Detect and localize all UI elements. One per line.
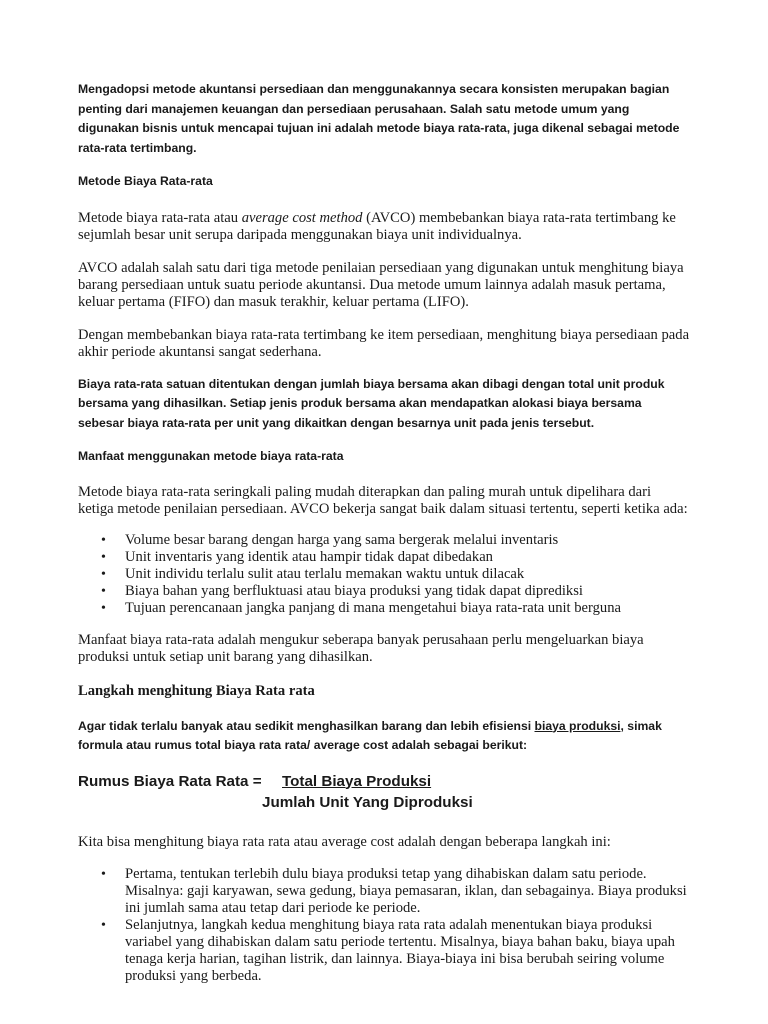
paragraph-steps-intro: Kita bisa menghitung biaya rata rata atau average cost adalah dengan beberapa langkah ini:: [78, 833, 611, 850]
bullet-list-steps: [78, 866, 690, 985]
italic-term: average cost method: [241, 209, 363, 226]
paragraph-benefit-summary: Manfaat biaya rata-rata adalah mengukur seberapa banyak perusahaan perlu mengeluarkan biaya produksi untuk setiap unit barang yang dihasilkan.: [78, 631, 644, 665]
text-segment: (AVCO) membebankan biaya rata-rata tertimbang ke sejumlah besar unit serupa daripada menggunakan biaya unit individualnya.: [78, 209, 676, 243]
text-segment: Agar tidak terlalu banyak atau sedikit menghasilkan barang dan lebih efisiensi: [78, 718, 535, 733]
paragraph-avco-definition: [78, 210, 690, 244]
paragraph-benefits-intro: Metode biaya rata-rata seringkali paling mudah diterapkan dan paling murah untuk dipelihara dari ketiga metode penilaian persediaan. AVCO bekerja sangat baik dalam situasi tertentu, seperti ketika ada:: [78, 483, 688, 517]
paragraph-unit-cost: Biaya rata-rata satuan ditentukan dengan jumlah biaya bersama akan dibagi dengan total unit produk bersama yang dihasilkan. Setiap jenis produk bersama akan mendapatkan alokasi biaya bersama sebesar biaya rata-rata per unit yang dikaitkan dengan besarnya unit pada jenis tersebut.: [78, 376, 665, 430]
list-item: • Pertama, tentukan terlebih dulu biaya produksi tetap yang dihabiskan dalam satu periode. Misalnya: gaji karyawan, sewa gedung, biaya pemasaran, iklan, dan sebagainya. Biaya produksi ini jumlah sama atau tetap dari periode ke periode.: [125, 866, 690, 917]
paragraph-weighted-cost: Dengan membebankan biaya rata-rata tertimbang ke item persediaan, menghitung biaya persediaan pada akhir periode akuntansi sangat sederhana.: [78, 326, 690, 360]
bullet-list-situations: [78, 532, 690, 617]
intro-paragraph: Mengadopsi metode akuntansi persediaan dan menggunakannya secara konsisten merupakan bagian penting dari manajemen keuangan dan persediaan perusahaan. Salah satu metode umum yang digunakan bisnis untuk mencapai tujuan ini adalah metode biaya rata-rata, juga dikenal sebagai metode rata-rata tertimbang.: [78, 82, 680, 155]
paragraph-avco-methods: AVCO adalah salah satu dari tiga metode penilaian persediaan yang digunakan untuk menghitung biaya barang persediaan untuk suatu periode akuntansi. Dua metode umum lainnya adalah masuk pertama, keluar pertama (FIFO) dan masuk terakhir, keluar pertama (LIFO).: [78, 259, 684, 310]
list-item: • Volume besar barang dengan harga yang sama bergerak melalui inventaris: [125, 532, 690, 549]
biaya-produksi-link[interactable]: biaya produksi: [534, 718, 621, 733]
heading-metode-biaya: Metode Biaya Rata-rata: [78, 174, 213, 188]
list-item: • Tujuan perencanaan jangka panjang di mana mengetahui biaya rata-rata unit berguna: [125, 600, 690, 617]
document-page: [78, 80, 690, 985]
text-segment: , simak formula atau rumus total biaya rata rata/ average cost adalah sebagai berikut:: [78, 718, 662, 752]
formula-block: [78, 771, 690, 813]
list-item: • Biaya bahan yang berfluktuasi atau biaya produksi yang tidak dapat diprediksi: [125, 583, 690, 600]
formula-denominator: Jumlah Unit Yang Diproduksi: [262, 793, 473, 811]
formula-label: Rumus Biaya Rata Rata =: [78, 772, 262, 790]
list-item: • Unit inventaris yang identik atau hampir tidak dapat dibedakan: [125, 549, 690, 566]
paragraph-formula-intro: [78, 717, 690, 756]
heading-manfaat: Manfaat menggunakan metode biaya rata-rata: [78, 449, 344, 463]
text-segment: Metode biaya rata-rata atau: [78, 209, 242, 226]
list-item: • Unit individu terlalu sulit atau terlalu memakan waktu untuk dilacak: [125, 566, 690, 583]
list-item: • Selanjutnya, langkah kedua menghitung biaya rata rata adalah menentukan biaya produksi variabel yang dihabiskan dalam satu periode tertentu. Misalnya, biaya bahan baku, biaya upah tenaga kerja harian, tagihan listrik, dan lainnya. Biaya-biaya ini bisa berubah seiring volume produksi yang berbeda.: [125, 917, 690, 985]
formula-numerator: Total Biaya Produksi: [282, 772, 432, 790]
heading-langkah: Langkah menghitung Biaya Rata rata: [78, 682, 315, 699]
